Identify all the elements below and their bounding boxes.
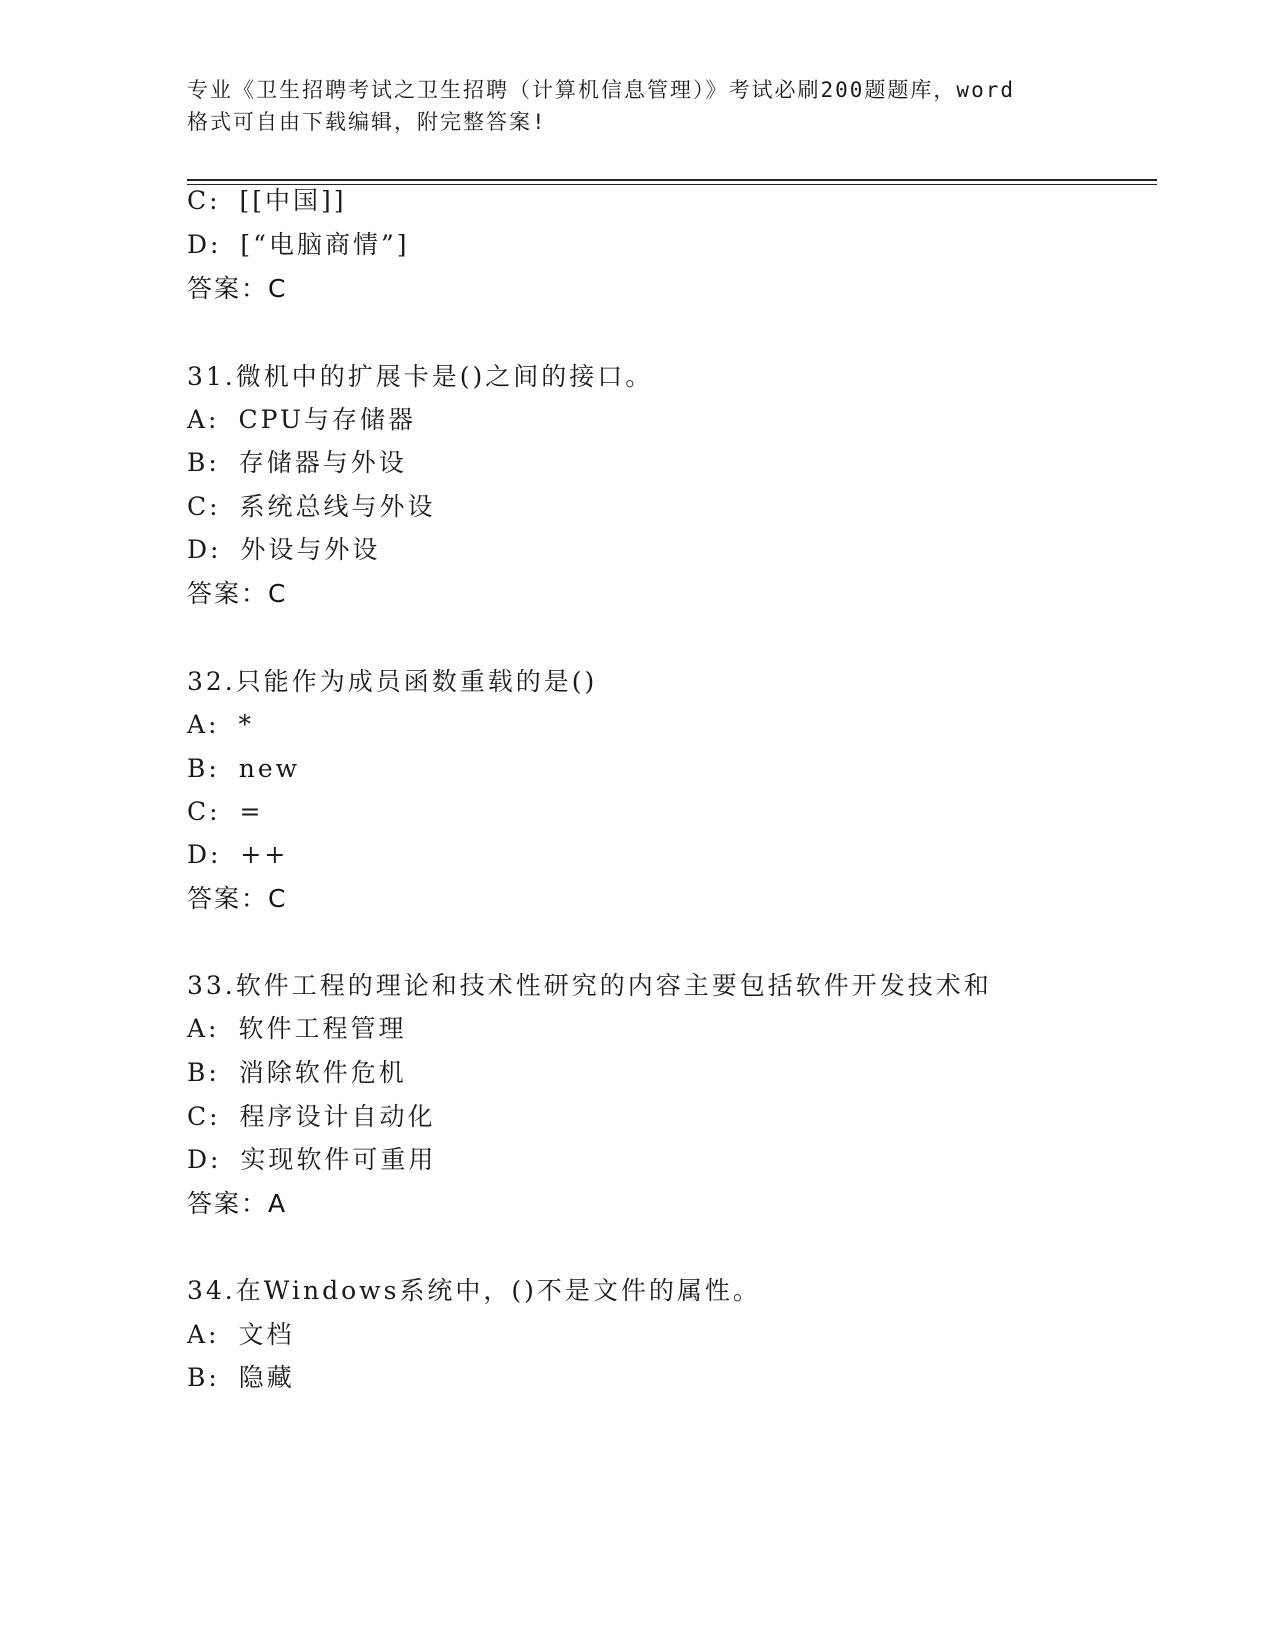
- option-text: 系统总线与外设: [239, 492, 436, 521]
- option-c: [187, 1100, 436, 1134]
- header-line-2: 格式可自由下载编辑，附完整答案!: [187, 110, 547, 134]
- option-text: CPU与存储器: [238, 405, 417, 434]
- option-label: D:: [187, 840, 222, 869]
- answer-line: 答案：C: [187, 274, 288, 303]
- header-line-1: 专业《卫生招聘考试之卫生招聘（计算机信息管理）》考试必刷200题题库，word: [187, 78, 1015, 102]
- option-label: D:: [187, 230, 222, 259]
- option-text: *: [238, 710, 254, 739]
- option-text: [[中国]]: [239, 186, 347, 215]
- option-text: 存储器与外设: [238, 448, 407, 477]
- question-stem: 33.软件工程的理论和技术性研究的内容主要包括软件开发技术和: [187, 971, 992, 1000]
- option-label: A:: [187, 710, 220, 739]
- option-label: D:: [187, 1145, 222, 1174]
- option-label: D:: [187, 535, 222, 564]
- answer-line: 答案：C: [187, 884, 288, 913]
- option-c: [187, 795, 263, 829]
- option-a: [187, 1318, 294, 1352]
- option-label: B:: [187, 1363, 220, 1392]
- option-label: C:: [187, 186, 221, 215]
- option-d: [187, 838, 288, 872]
- option-c: [187, 490, 436, 524]
- option-b: [187, 1361, 295, 1395]
- header-divider-thick: [187, 179, 1157, 181]
- question-stem: 34.在Windows系统中，()不是文件的属性。: [187, 1276, 761, 1305]
- option-text: 程序设计自动化: [239, 1102, 436, 1131]
- option-text: =: [239, 797, 264, 826]
- document-header: [187, 74, 1087, 138]
- option-text: 文档: [238, 1320, 295, 1349]
- option-text: 隐藏: [238, 1363, 295, 1392]
- option-d: [187, 533, 380, 567]
- option-label: A:: [187, 405, 220, 434]
- option-a: [187, 1012, 406, 1046]
- option-b: [187, 1056, 407, 1090]
- option-d: [187, 1143, 436, 1177]
- option-label: B:: [187, 1058, 220, 1087]
- option-text: ++: [240, 840, 289, 869]
- option-b: [187, 446, 407, 480]
- option-label: A:: [187, 1320, 220, 1349]
- option-b: [187, 752, 300, 786]
- option-text: 实现软件可重用: [240, 1145, 437, 1174]
- option-label: C:: [187, 1102, 221, 1131]
- option-c: [187, 184, 347, 218]
- option-a: [187, 708, 254, 742]
- option-label: C:: [187, 492, 221, 521]
- option-label: B:: [187, 754, 220, 783]
- option-text: new: [238, 754, 301, 783]
- option-label: A:: [187, 1014, 220, 1043]
- option-label: B:: [187, 448, 220, 477]
- answer-line: 答案：A: [187, 1189, 288, 1218]
- option-text: 消除软件危机: [238, 1058, 407, 1087]
- option-text: 外设与外设: [240, 535, 381, 564]
- answer-line: 答案：C: [187, 579, 288, 608]
- question-stem: 31.微机中的扩展卡是()之间的接口。: [187, 362, 654, 391]
- option-text: 软件工程管理: [238, 1014, 407, 1043]
- question-stem: 32.只能作为成员函数重载的是(): [187, 667, 598, 696]
- option-a: [187, 403, 416, 437]
- option-text: [“电脑商情”]: [240, 230, 410, 259]
- option-label: C:: [187, 797, 221, 826]
- option-d: [187, 228, 410, 262]
